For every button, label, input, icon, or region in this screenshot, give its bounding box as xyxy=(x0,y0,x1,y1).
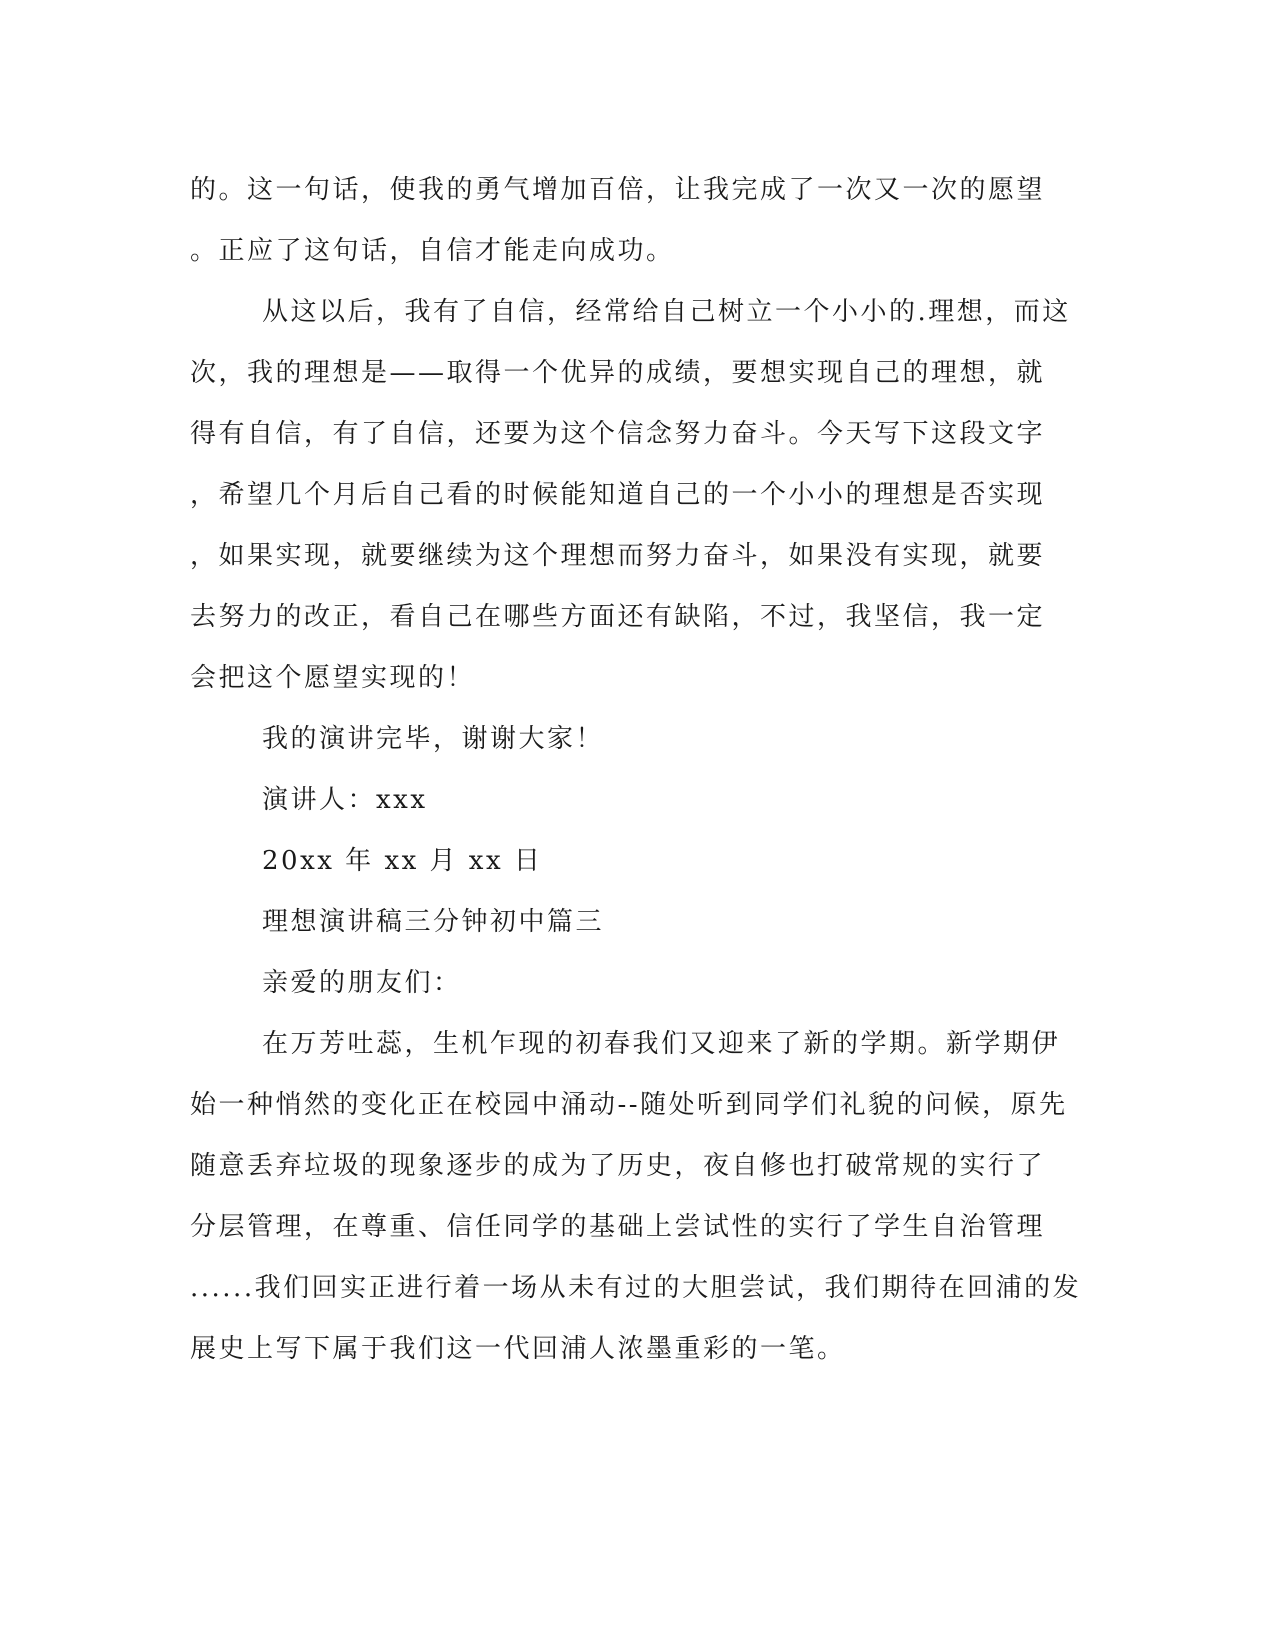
text-line: 从这以后，我有了自信，经常给自己树立一个小小的.理想，而这 xyxy=(262,297,1071,327)
text-line: ，希望几个月后自己看的时候能知道自己的一个小小的理想是否实现 xyxy=(190,480,1046,510)
text-line: 。正应了这句话，自信才能走向成功。 xyxy=(190,236,675,266)
text-line: 随意丢弃垃圾的现象逐步的成为了历史，夜自修也打破常规的实行了 xyxy=(190,1151,1046,1181)
text-line: 始一种悄然的变化正在校园中涌动--随处听到同学们礼貌的问候，原先 xyxy=(190,1090,1068,1120)
text-line: 得有自信，有了自信，还要为这个信念努力奋斗。今天写下这段文字 xyxy=(190,419,1046,449)
text-line: 在万芳吐蕊，生机乍现的初春我们又迎来了新的学期。新学期伊 xyxy=(262,1029,1061,1059)
speaker-line: 演讲人：xxx xyxy=(262,785,428,815)
body-text xyxy=(190,160,1080,1380)
section-title: 理想演讲稿三分钟初中篇三 xyxy=(262,907,605,937)
text-line: 的。这一句话，使我的勇气增加百倍，让我完成了一次又一次的愿望 xyxy=(190,175,1046,205)
text-line: 去努力的改正，看自己在哪些方面还有缺陷，不过，我坚信，我一定 xyxy=(190,602,1046,632)
closing-line: 我的演讲完毕，谢谢大家！ xyxy=(262,724,605,754)
date-line: 20xx 年 xx 月 xx 日 xyxy=(262,846,543,876)
text-line: 会把这个愿望实现的！ xyxy=(190,663,476,693)
salutation: 亲爱的朋友们： xyxy=(262,968,462,998)
text-line: ，如果实现，就要继续为这个理想而努力奋斗，如果没有实现，就要 xyxy=(190,541,1046,571)
text-line: 次，我的理想是——取得一个优异的成绩，要想实现自己的理想，就 xyxy=(190,358,1046,388)
text-line: 展史上写下属于我们这一代回浦人浓墨重彩的一笔。 xyxy=(190,1334,846,1364)
text-line: 分层管理，在尊重、信任同学的基础上尝试性的实行了学生自治管理 xyxy=(190,1212,1046,1242)
text-line: ......我们回实正进行着一场从未有过的大胆尝试，我们期待在回浦的发 xyxy=(190,1273,1082,1303)
